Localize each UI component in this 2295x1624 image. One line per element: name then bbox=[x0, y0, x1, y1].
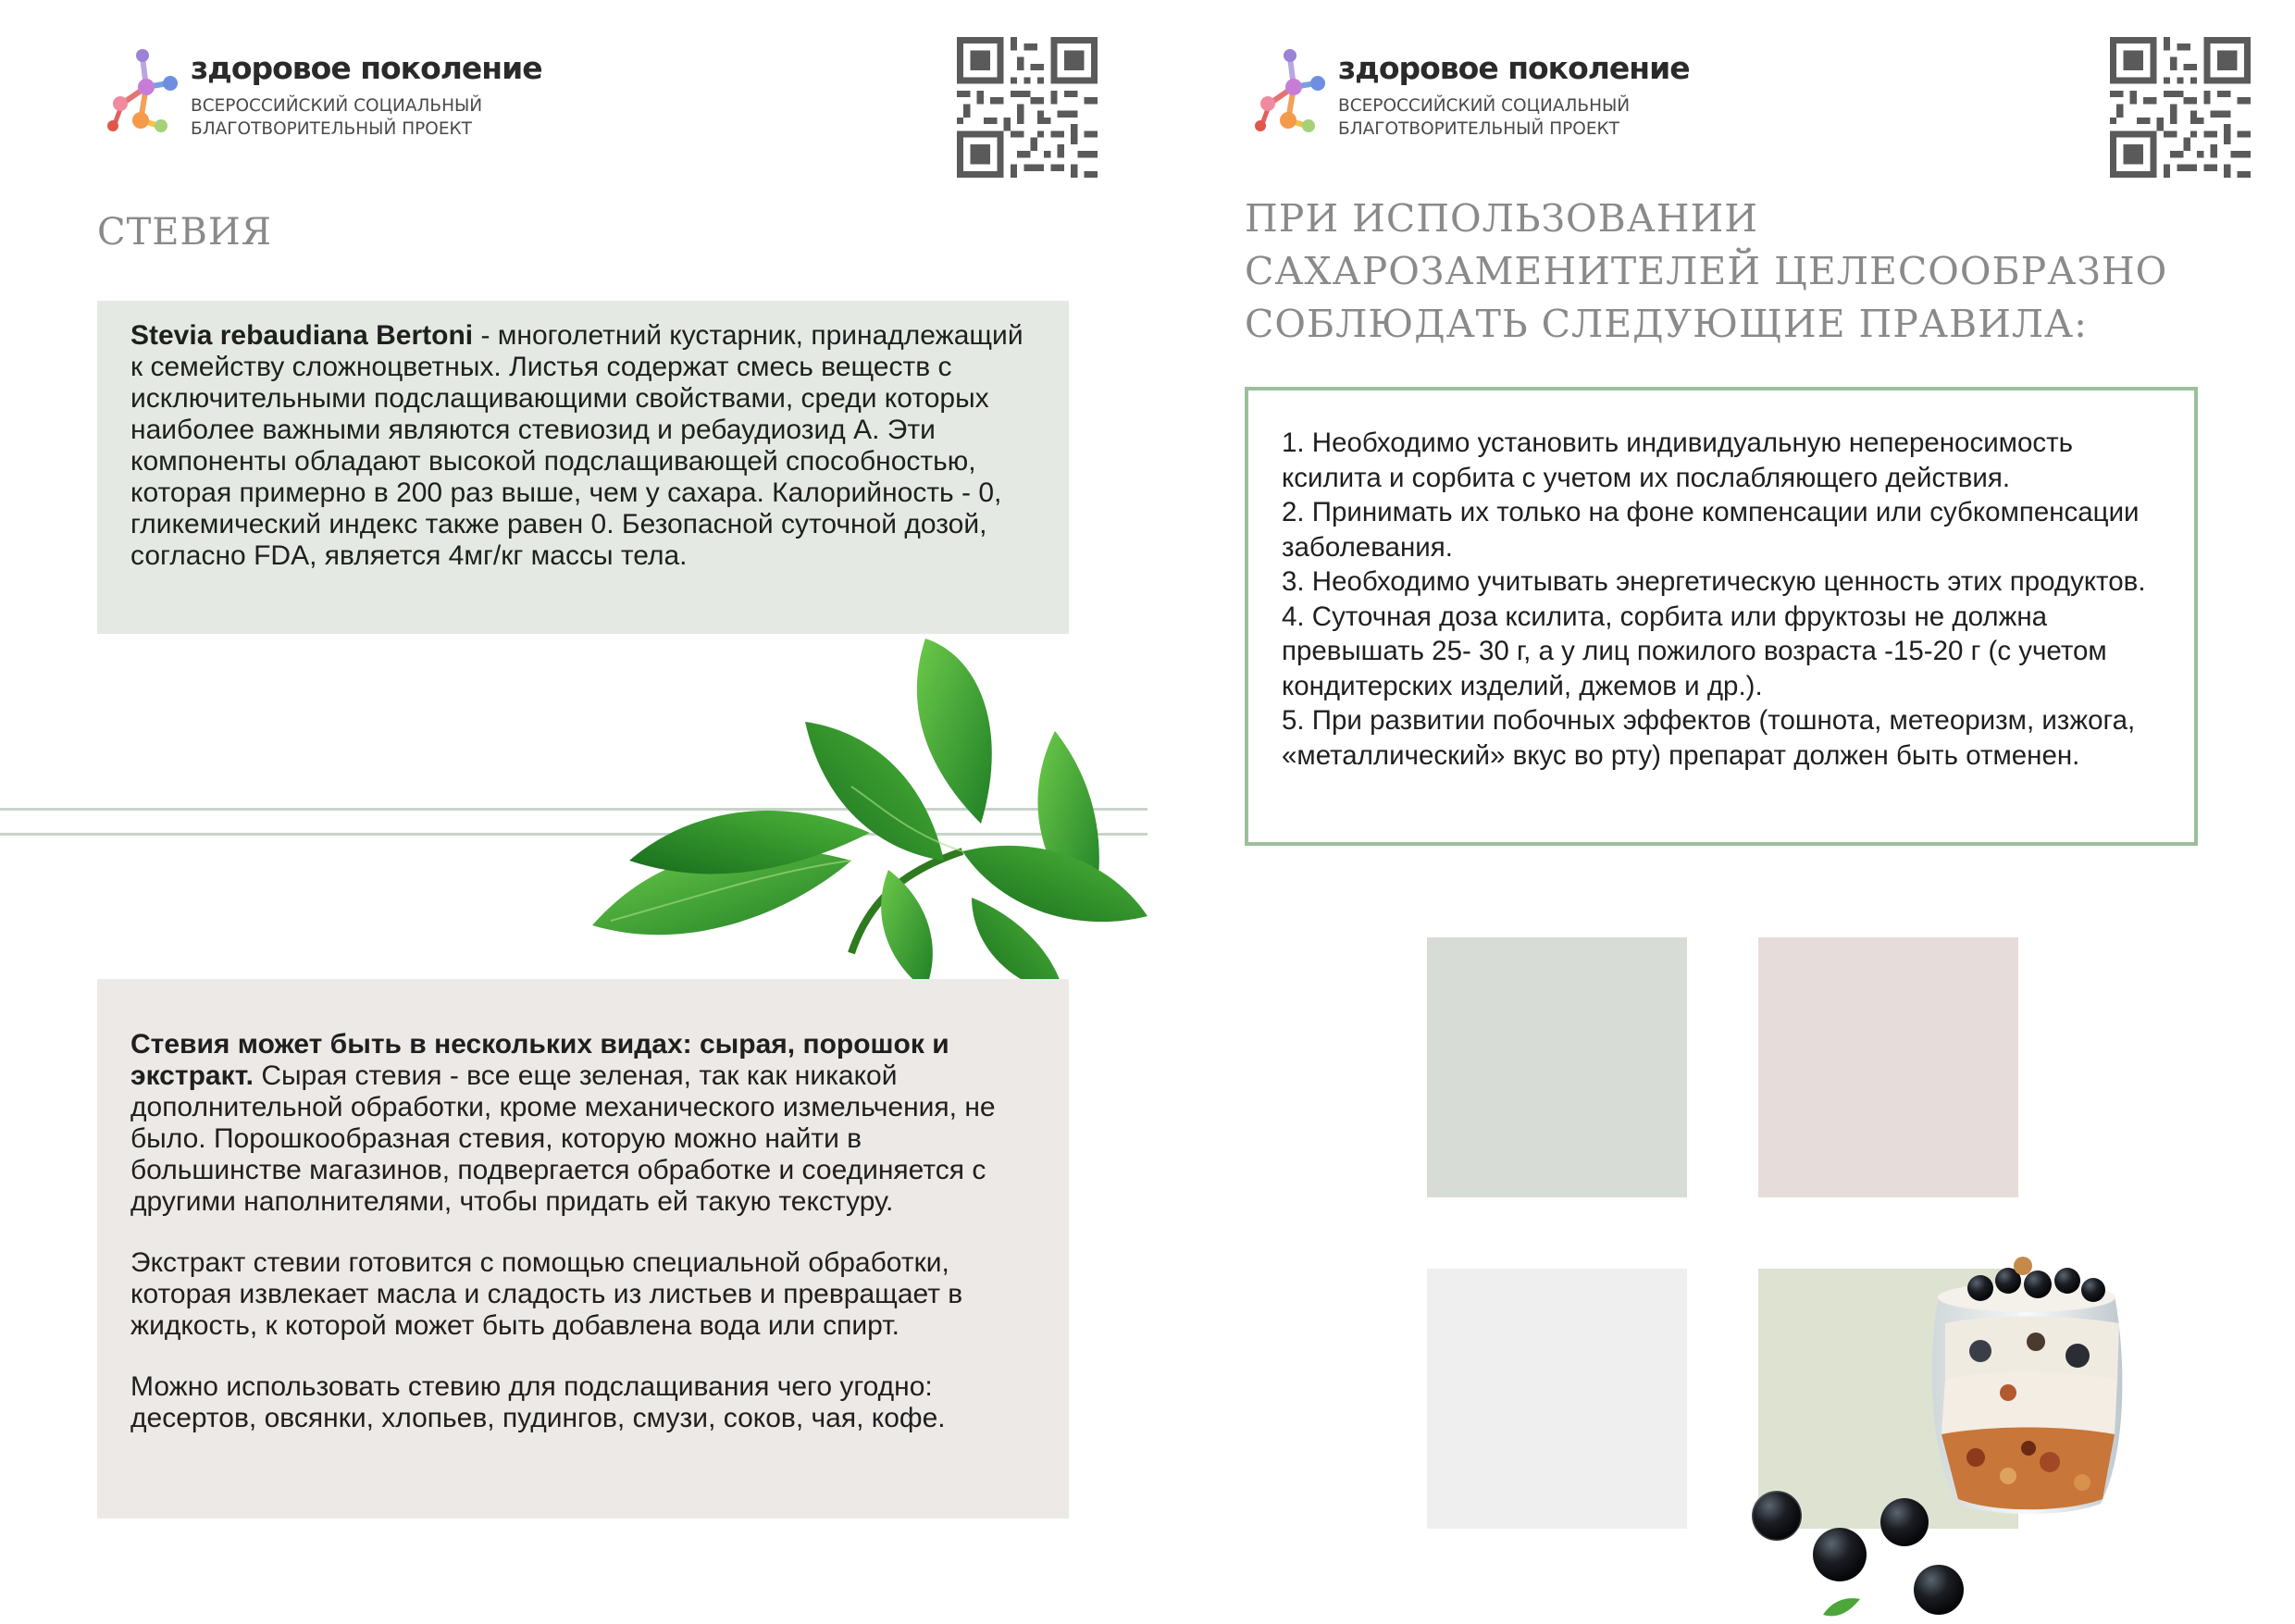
qr-code-icon[interactable] bbox=[2110, 37, 2251, 178]
stevia-forms-text bbox=[130, 1029, 1036, 1434]
molecule-logo-icon bbox=[1247, 46, 1336, 139]
stevia-forms-lead: Стевия может быть в нескольких видах: сырая, порошок и экстракт. bbox=[130, 1029, 949, 1091]
brand-subtitle-line-1: ВСЕРОССИЙСКИЙ СОЦИАЛЬНЫЙ bbox=[191, 96, 483, 116]
brand-subtitle bbox=[191, 94, 482, 141]
stevia-usage-paragraph: Можно использовать стевию для подслащивания чего угодно: десертов, овсянки, хлопьев, пудингов, смузи, соков, чая, кофе. bbox=[130, 1371, 946, 1433]
brand-subtitle-line-2: БЛАГОТВОРИТЕЛЬНЫЙ ПРОЕКТ bbox=[191, 119, 472, 139]
molecule-logo-icon bbox=[100, 46, 189, 139]
rule-item-5: 5. При развитии побочных эффектов (тошнота, метеоризм, изжога, «металлический» вкус во рту) препарат должен быть отменен. bbox=[1282, 705, 2136, 771]
swatch-grey bbox=[1427, 1269, 1687, 1529]
parfait-glass bbox=[1932, 1257, 2123, 1514]
swatch-green bbox=[1427, 937, 1687, 1197]
brand-name: здоровое поколение bbox=[1338, 50, 1690, 86]
blackcurrant-berries bbox=[1752, 1491, 1964, 1615]
rule-item-2: 2. Принимать их только на фоне компенсации или субкомпенсации заболевания. bbox=[1282, 497, 2140, 563]
stevia-leaves-illustration bbox=[574, 620, 1148, 999]
brand-subtitle-line-2: БЛАГОТВОРИТЕЛЬНЫЙ ПРОЕКТ bbox=[1338, 119, 1619, 139]
brand-subtitle bbox=[1338, 94, 1630, 141]
brand-subtitle-line-1: ВСЕРОССИЙСКИЙ СОЦИАЛЬНЫЙ bbox=[1338, 96, 1631, 116]
rules-list bbox=[1282, 426, 2176, 773]
rule-item-4: 4. Суточная доза ксилита, сорбита или фруктозы не должна превышать 25- 30 г, а у лиц пожилого возраста -15-20 г (с учетом кондитерских изделий, джемов и др.). bbox=[1282, 601, 2107, 701]
stevia-forms-box bbox=[97, 979, 1069, 1519]
brand-logo-right bbox=[1247, 46, 1690, 148]
rule-item-1: 1. Необходимо установить индивидуальную непереносимость ксилита и сорбита с учетом их послабляющего действия. bbox=[1282, 428, 2073, 493]
mint-leaf bbox=[1823, 1598, 1860, 1616]
stevia-intro-text bbox=[130, 320, 1036, 572]
stevia-forms-description: Сырая стевия - все еще зеленая, так как никакой дополнительной обработки, кроме механического измельчения, не было. Порошкообразная стевия, которую можно найти в большинстве магазинов, подвергается обработке и соединяется с другими наполнителями, чтобы придать ей такую текстуру. bbox=[130, 1060, 996, 1217]
leaf bbox=[917, 638, 992, 824]
qr-code-icon[interactable] bbox=[957, 37, 1098, 178]
rules-box bbox=[1245, 387, 2198, 846]
stevia-latin-name: Stevia rebaudiana Bertoni bbox=[130, 320, 474, 351]
page-title-stevia: СТЕВИЯ bbox=[97, 211, 273, 254]
stevia-intro-description: - многолетний кустарник, принадлежащий к семейству сложноцветных. Листья содержат смесь веществ с исключительными подслащивающими свойствами, среди которых наиболее важными являются стевиозид и ребаудиозид А. Эти компоненты обладают высокой подслащивающей способностью, которая примерно в 200 раз выше, чем у сахара. Калорийность - 0, гликемический индекс также равен 0. Безопасной суточной дозой, согласно FDA, является 4мг/кг массы тела. bbox=[130, 320, 1023, 571]
leaf bbox=[881, 870, 933, 990]
stevia-forms-paragraph bbox=[130, 1029, 1036, 1218]
page-title-rules: ПРИ ИСПОЛЬЗОВАНИИ САХАРОЗАМЕНИТЕЛЕЙ ЦЕЛЕСООБРАЗНО СОБЛЮДАТЬ СЛЕДУЮЩИЕ ПРАВИЛА: bbox=[1245, 196, 2168, 346]
rule-item-3: 3. Необходимо учитывать энергетическую ценность этих продуктов. bbox=[1282, 566, 2146, 597]
brand-name: здоровое поколение bbox=[191, 50, 542, 86]
dessert-glass-illustration bbox=[1731, 1240, 2156, 1624]
stevia-extract-paragraph: Экстракт стевии готовится с помощью специальной обработки, которая извлекает масла и сладость из листьев и превращает в жидкость, к которой может быть добавлена вода или спирт. bbox=[130, 1247, 963, 1341]
brand-logo bbox=[100, 46, 542, 148]
stevia-intro-box bbox=[97, 301, 1069, 634]
swatch-pink bbox=[1758, 937, 2018, 1197]
